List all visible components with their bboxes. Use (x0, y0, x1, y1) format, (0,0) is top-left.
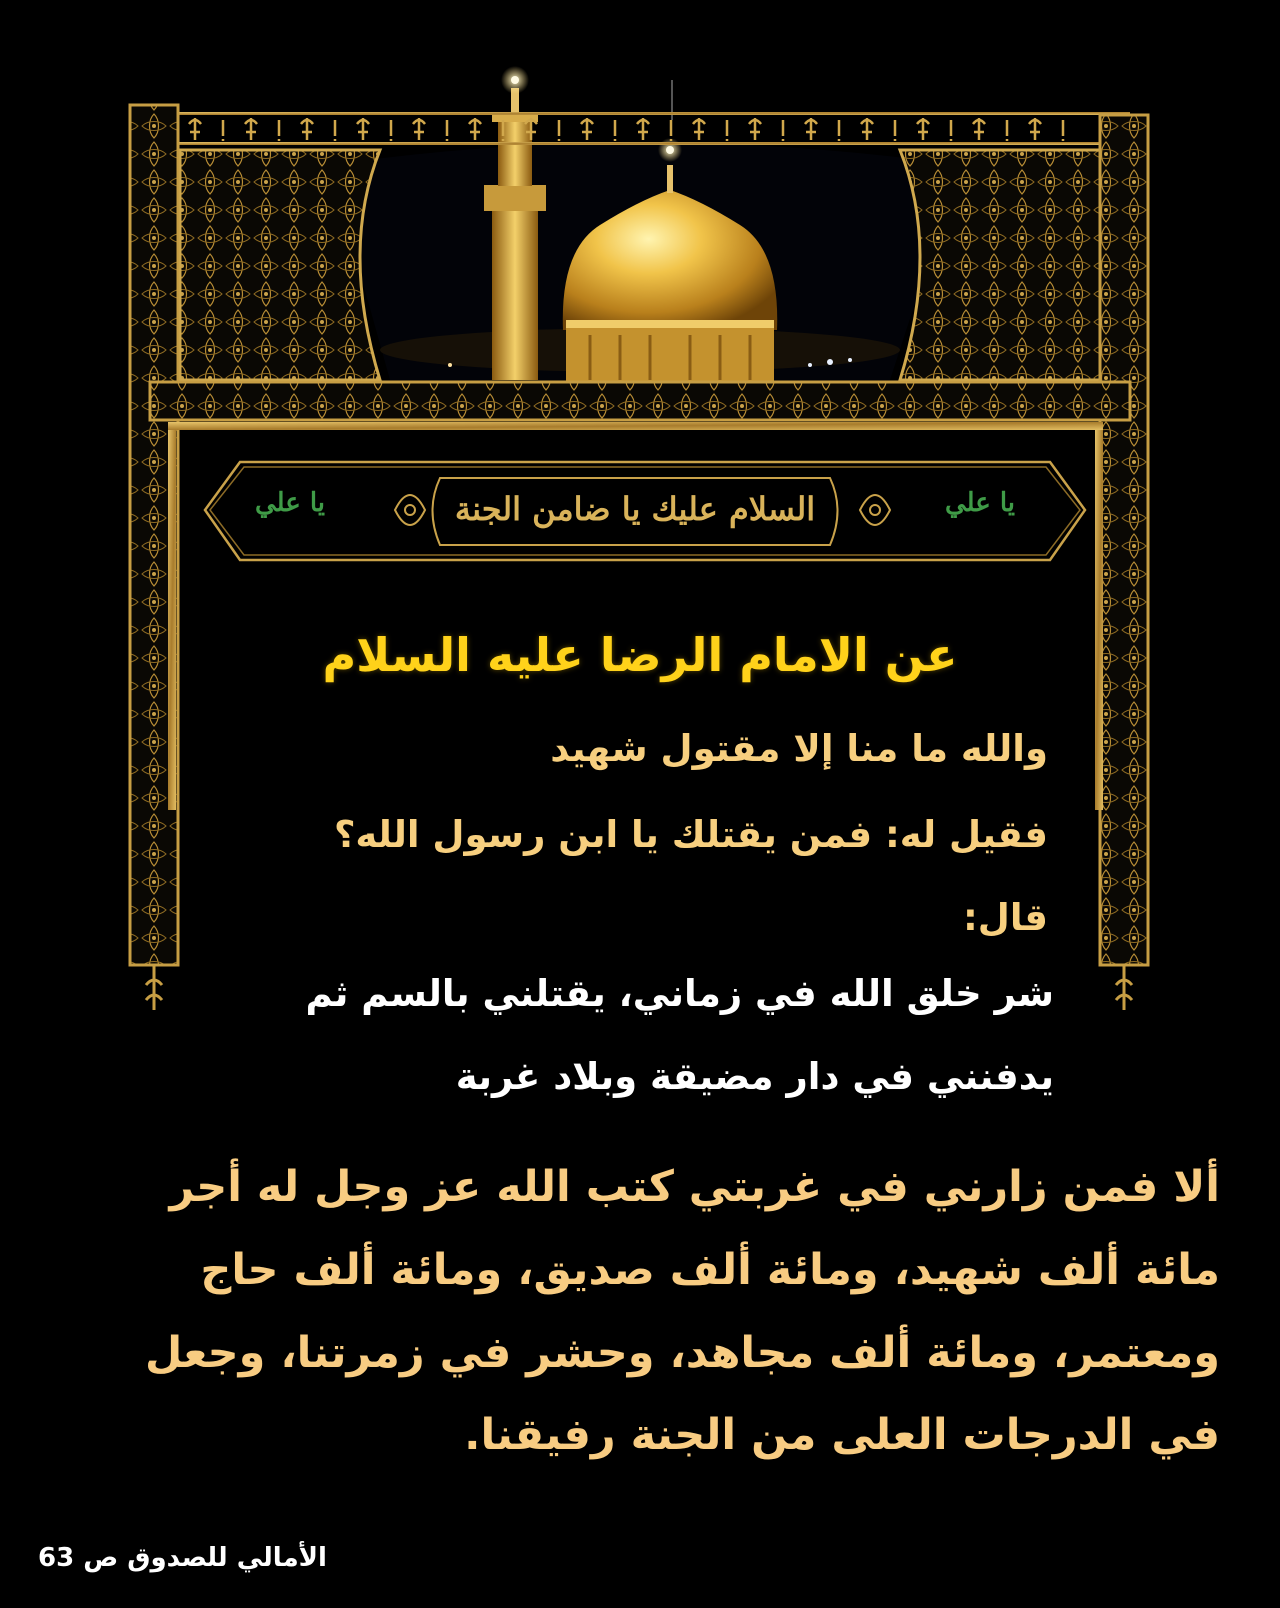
minaret (492, 210, 538, 380)
fleur-de-lis-motif (917, 118, 929, 140)
hadith-line-5: يدفنني في دار مضيقة وبلاد غربة (455, 1055, 1054, 1098)
fleur-de-lis-motif (805, 118, 817, 140)
source-citation: الأمالي للصدوق ص 63 (38, 1543, 327, 1573)
calligraphy-ya-ali-left: يا علي (254, 488, 325, 518)
reward-line-1: ألا فمن زارني في غربتي كتب الله عز وجل له أجر (169, 1162, 1220, 1212)
hadith-line-3: قال: (962, 896, 1048, 939)
fleur-de-lis-motif (693, 118, 705, 140)
fleur-de-lis-motif (245, 118, 257, 140)
left-corner-ornament (180, 150, 380, 380)
fleur-de-lis-motif (189, 118, 201, 140)
fleur-de-lis-motif (469, 118, 481, 140)
calligraphy-ya-ali-right: يا علي (944, 488, 1015, 518)
fleur-de-lis-motif (973, 118, 985, 140)
reward-line-4: في الدرجات العلى من الجنة رفيقنا. (464, 1410, 1220, 1460)
fleur-de-lis-motif (749, 118, 761, 140)
fleur-motifs (189, 118, 1063, 141)
reward-line-2: مائة ألف شهيد، ومائة ألف صديق، ومائة ألف حاج (200, 1245, 1220, 1295)
middle-band (150, 382, 1130, 420)
fleur-de-lis-motif (637, 118, 649, 140)
fleur-de-lis-motif (861, 118, 873, 140)
fleur-de-lis-motif (581, 118, 593, 140)
right-corner-ornament (900, 150, 1100, 380)
fleur-de-lis-motif (357, 118, 369, 140)
calligraphy-salutation: السلام عليك يا ضامن الجنة (454, 490, 816, 528)
right-pillar (1100, 115, 1148, 965)
reward-line-3: ومعتمر، ومائة ألف مجاهد، وحشر في زمرتنا، وجعل (145, 1328, 1220, 1378)
fleur-de-lis-motif (301, 118, 313, 140)
hadith-line-1: والله ما منا إلا مقتول شهيد (550, 727, 1048, 770)
hadith-line-4: شر خلق الله في زماني، يقتلني بالسم ثم (305, 972, 1054, 1015)
fleur-de-lis-motif (413, 118, 425, 140)
page-title: عن الامام الرضا عليه السلام (322, 628, 958, 682)
fleur-de-lis-motif (1029, 118, 1041, 140)
hadith-line-2: فقيل له: فمن يقتلك يا ابن رسول الله؟ (333, 813, 1048, 856)
